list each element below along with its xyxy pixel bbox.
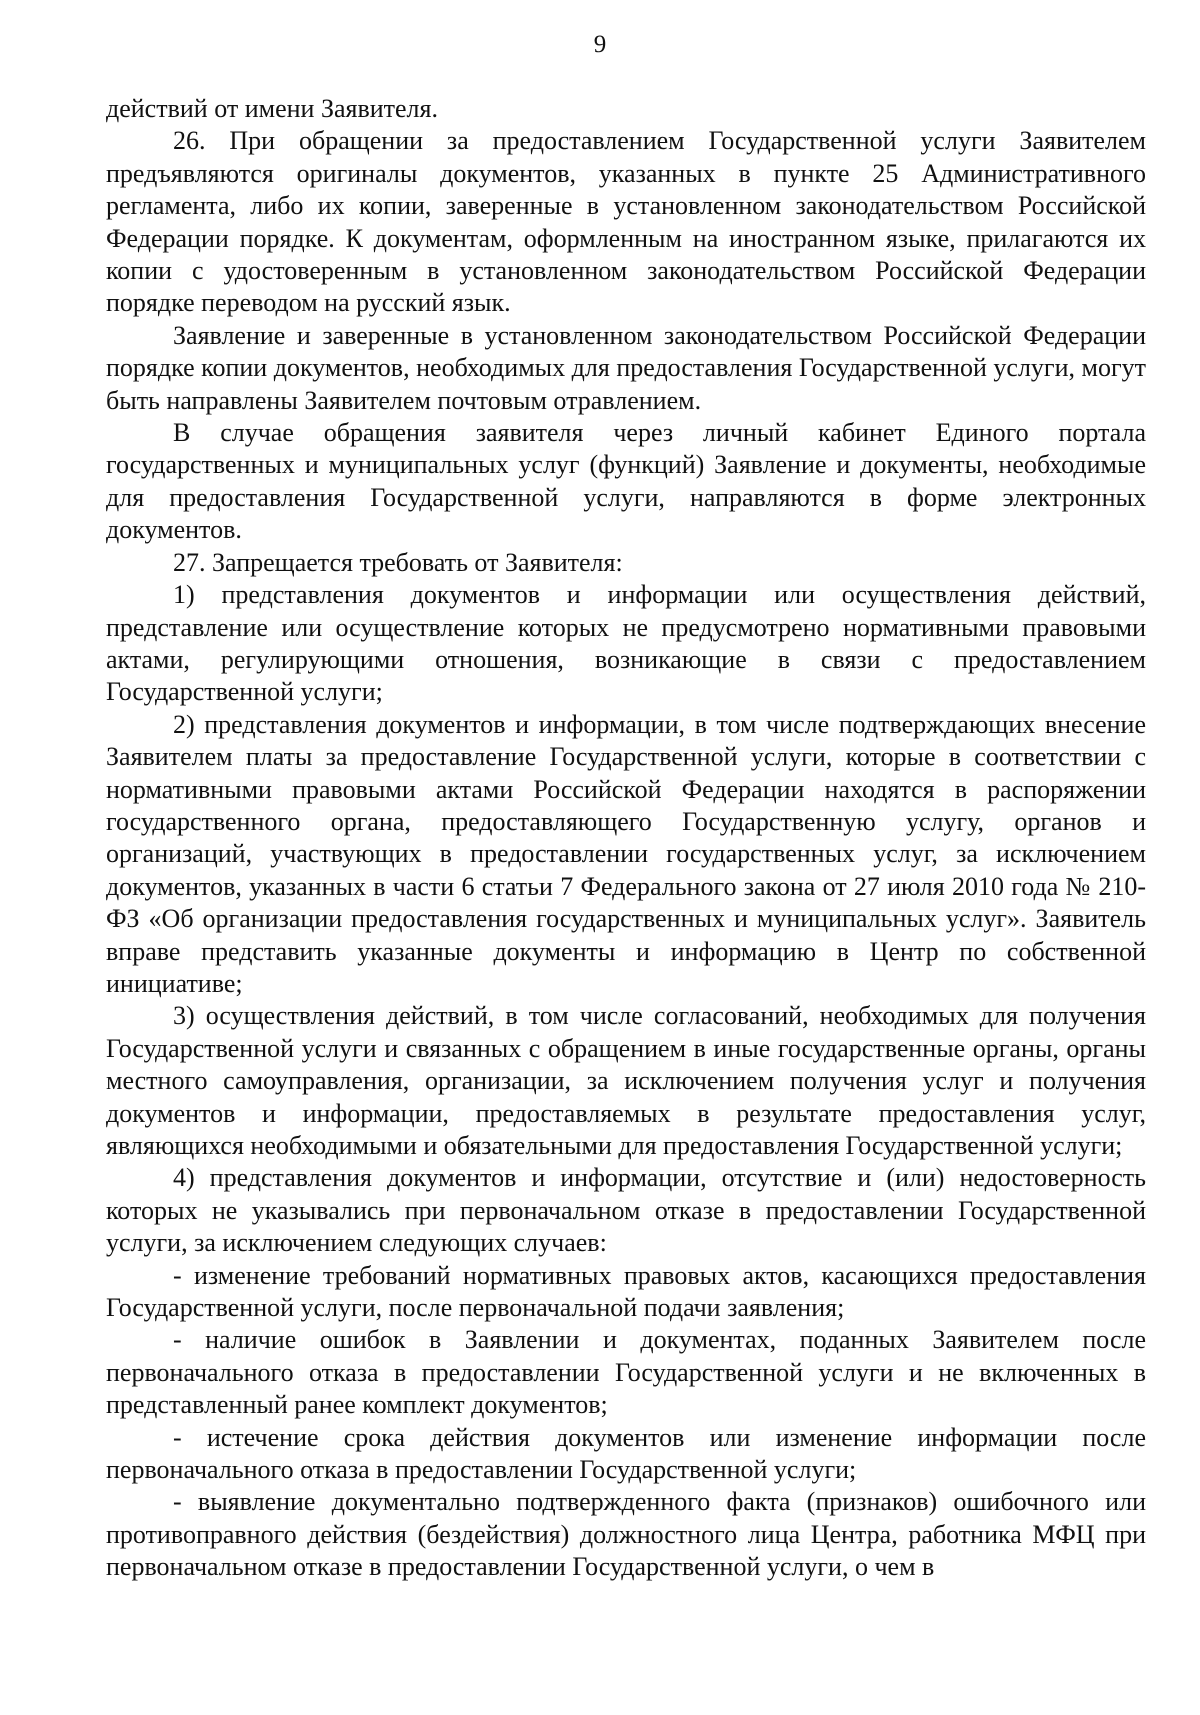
paragraph-postal-submission: Заявление и заверенные в установленном законодательством Российской Федерации порядке копии документов, необходимых для предоставления Государственной услуги, могут быть направлены Заявителем почтовым отравлением.: [106, 320, 1146, 415]
paragraph-item-27: 27. Запрещается требовать от Заявителя:: [173, 547, 623, 577]
paragraph-subitem-1: 1) представления документов и информации или осуществления действий, представление или осуществление которых не предусмотрено нормативными правовыми актами, регулирующими отношения, возникающие в связи с предоставлением Государственной услуги;: [106, 580, 1146, 707]
paragraph-subitem-2: 2) представления документов и информации, в том числе подтверждающих внесение Заявителем платы за предоставление Государственной услуги, которые в соответствии с нормативными правовыми актами Российской Федерации находятся в распоряжении государственного органа, предоставляющего Государственную услугу, органов и организаций, участвующих в предоставлении государственных услуг, за исключением документов, указанных в части 6 статьи 7 Федерального закона от 27 июля 2010 года № 210-ФЗ «Об организации предоставления государственных и муниципальных услуг». Заявитель вправе представить указанные документы и информацию в Центр по собственной инициативе;: [106, 709, 1146, 998]
paragraph-case-requirements-change: - изменение требований нормативных правовых актов, касающихся предоставления Государственной услуги, после первоначальной подачи заявления;: [106, 1260, 1146, 1323]
paragraph-case-errors: - наличие ошибок в Заявлении и документах, поданных Заявителем после первоначального отказа в предоставлении Государственной услуги и не включенных в представленный ранее комплект документов;: [106, 1325, 1146, 1420]
paragraph-case-expiry: - истечение срока действия документов или изменение информации после первоначального отказа в предоставлении Государственной услуги;: [106, 1422, 1146, 1485]
paragraph-item-26: 26. При обращении за предоставлением Государственной услуги Заявителем предъявляются оригиналы документов, указанных в пункте 25 Административного регламента, либо их копии, заверенные в установленном законодательством Российской Федерации порядке. К документам, оформленным на иностранном языке, прилагаются их копии с удостоверенным в установленном законодательством Российской Федерации порядке переводом на русский язык.: [106, 126, 1146, 318]
document-body: [106, 93, 1146, 1584]
paragraph-subitem-3: 3) осуществления действий, в том числе согласований, необходимых для получения Государственной услуги и связанных с обращением в иные государственные органы, органы местного самоуправления, организации, за исключением получения услуг и получения документов и информации, предоставляемых в результате предоставления услуг, являющихся необходимыми и обязательными для предоставления Государственной услуги;: [106, 1001, 1146, 1160]
paragraph-subitem-4: 4) представления документов и информации, отсутствие и (или) недостоверность которых не указывались при первоначальном отказе в предоставлении Государственной услуги, за исключением следующих случаев:: [106, 1163, 1146, 1258]
paragraph-case-wrongful-action: - выявление документально подтвержденного факта (признаков) ошибочного или противоправного действия (бездействия) должностного лица Центра, работника МФЦ при первоначальном отказе в предоставлении Государственной услуги, о чем в: [106, 1487, 1146, 1582]
paragraph-electronic-submission: В случае обращения заявителя через личный кабинет Единого портала государственных и муниципальных услуг (функций) Заявление и документы, необходимые для предоставления Государственной услуги, направляются в форме электронных документов.: [106, 418, 1146, 545]
page-number: 9: [593, 31, 607, 58]
paragraph-continuation: действий от имени Заявителя.: [106, 94, 438, 123]
